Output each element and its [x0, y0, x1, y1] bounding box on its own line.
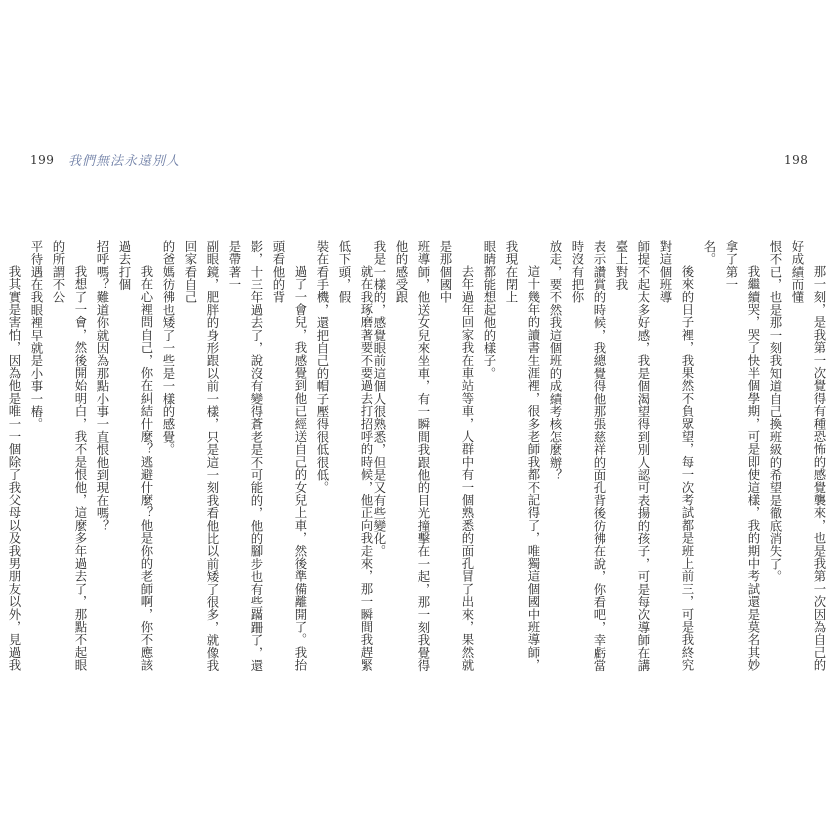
- text-line-content: 影，十三年過去了，說沒有變得蒼老是不可能的，他的腳步也有些蹣跚了，還是帶著一: [227, 240, 264, 672]
- text-line-content: 我在心裡問自己，你在糾結什麼？逃避什麼？他是你的老師啊，你不應該過去打個: [117, 240, 154, 672]
- page-number-right: 198: [784, 153, 809, 167]
- page-number-left: 199: [30, 153, 55, 167]
- text-line-content: 我是一樣的，感覺眼前這個人很熟悉，但是又有些變化。: [372, 240, 387, 558]
- left-page-text: [7, 240, 377, 680]
- text-line: [113, 240, 157, 680]
- text-line: [390, 240, 434, 680]
- text-line-content: 副眼鏡，肥胖的身形跟以前一樣，只是這一刻我看他比以前矮了很多，就像我回家看自己: [183, 240, 220, 672]
- text-line-content: 表示讚賞的時候，我總覺得他那張慈祥的面孔背後彷彿在說，你看吧，幸虧當時沒有把你: [570, 240, 607, 672]
- text-line: [333, 240, 377, 680]
- text-line: [478, 240, 500, 680]
- text-line: [500, 240, 544, 680]
- text-line-content: 名。: [702, 240, 717, 266]
- text-line-content: 就在我琢磨著要不要過去打招呼的時候，他正向我走來，那一瞬間我趕緊低下頭，假: [337, 240, 374, 672]
- text-line-content: 我想了一會，然後開始明白，我不是恨他，這麼多年過去了，那點不起眼的所謂不公: [51, 240, 88, 672]
- text-line-content: 我其實是害怕，因為他是唯一一個除了我父母以及我男朋友以外，見過我: [7, 264, 22, 672]
- text-line: [157, 240, 179, 680]
- text-line: [0, 240, 25, 680]
- text-line-content: 去年過年回家我在車站等車，人群中有一個熟悉的面孔冒了出來，果然就是那個國中: [438, 240, 475, 672]
- text-line: [698, 240, 720, 680]
- right-page-text: [372, 240, 830, 680]
- text-line-content: 裝在看手機，還把自己的帽子壓得很低很低。: [315, 240, 330, 494]
- text-line: [267, 240, 311, 680]
- text-line: [91, 240, 113, 680]
- text-line: [610, 240, 654, 680]
- text-line-content: 眼睛都能想起他的樣子。: [482, 240, 497, 380]
- text-line: [764, 240, 786, 680]
- text-line: [179, 240, 223, 680]
- text-line-content: 我繼續哭，哭了快半個學期，可是即使這樣，我的期中考試還是莫名其妙拿了第一: [724, 240, 761, 672]
- text-line-content: 放走，要不然我這個班的成績考核怎麼辦？: [548, 240, 563, 482]
- text-line: [544, 240, 566, 680]
- text-line: [786, 240, 830, 680]
- text-line: [223, 240, 267, 680]
- text-line: [720, 240, 764, 680]
- text-line-content: 那一刻，是我第一次覺得有種恐怖的感覺襲來，也是我第一次因為自己的好成績而懂: [790, 240, 827, 672]
- text-line-content: 過了一會兒，我感覺到他已經送自己的女兒上車，然後準備離開了。我抬頭看他的背: [271, 240, 308, 672]
- text-line-content: 的爸媽彷彿也矮了一些是一樣的感覺。: [161, 240, 176, 456]
- text-line-content: 平待遇在我眼裡早就是小事一樁。: [29, 240, 44, 431]
- text-line-content: 後來的日子裡，我果然不負眾望，每一次考試都是班上前三，可是我終究對這個班導: [658, 240, 695, 672]
- text-line: [434, 240, 478, 680]
- text-line-content: 師提不起太多好感，我是個渴望得到別人認可表揚的孩子，可是每次導師在講臺上對我: [614, 240, 651, 672]
- text-line-content: 招呼嗎？難道你就因為那點小事一直恨他到現在嗎？: [95, 240, 110, 533]
- text-line-content: 恨不已，也是那一刻我知道自己換班級的希望是徹底消失了。: [768, 240, 783, 583]
- text-line: [566, 240, 610, 680]
- text-line: [25, 240, 47, 680]
- text-line: [654, 240, 698, 680]
- text-line-content: 這十幾年的讀書生涯裡，很多老師我都不記得了，唯獨這個國中班導師，我現在閉上: [504, 240, 541, 672]
- text-line-content: 班導師，他送女兒來坐車，有一瞬間我跟他的目光撞擊在一起，那一刻我覺得他的感受跟: [394, 240, 431, 672]
- text-line: [311, 240, 333, 680]
- text-line: [47, 240, 91, 680]
- running-head: 我們無法永遠別人: [68, 154, 181, 169]
